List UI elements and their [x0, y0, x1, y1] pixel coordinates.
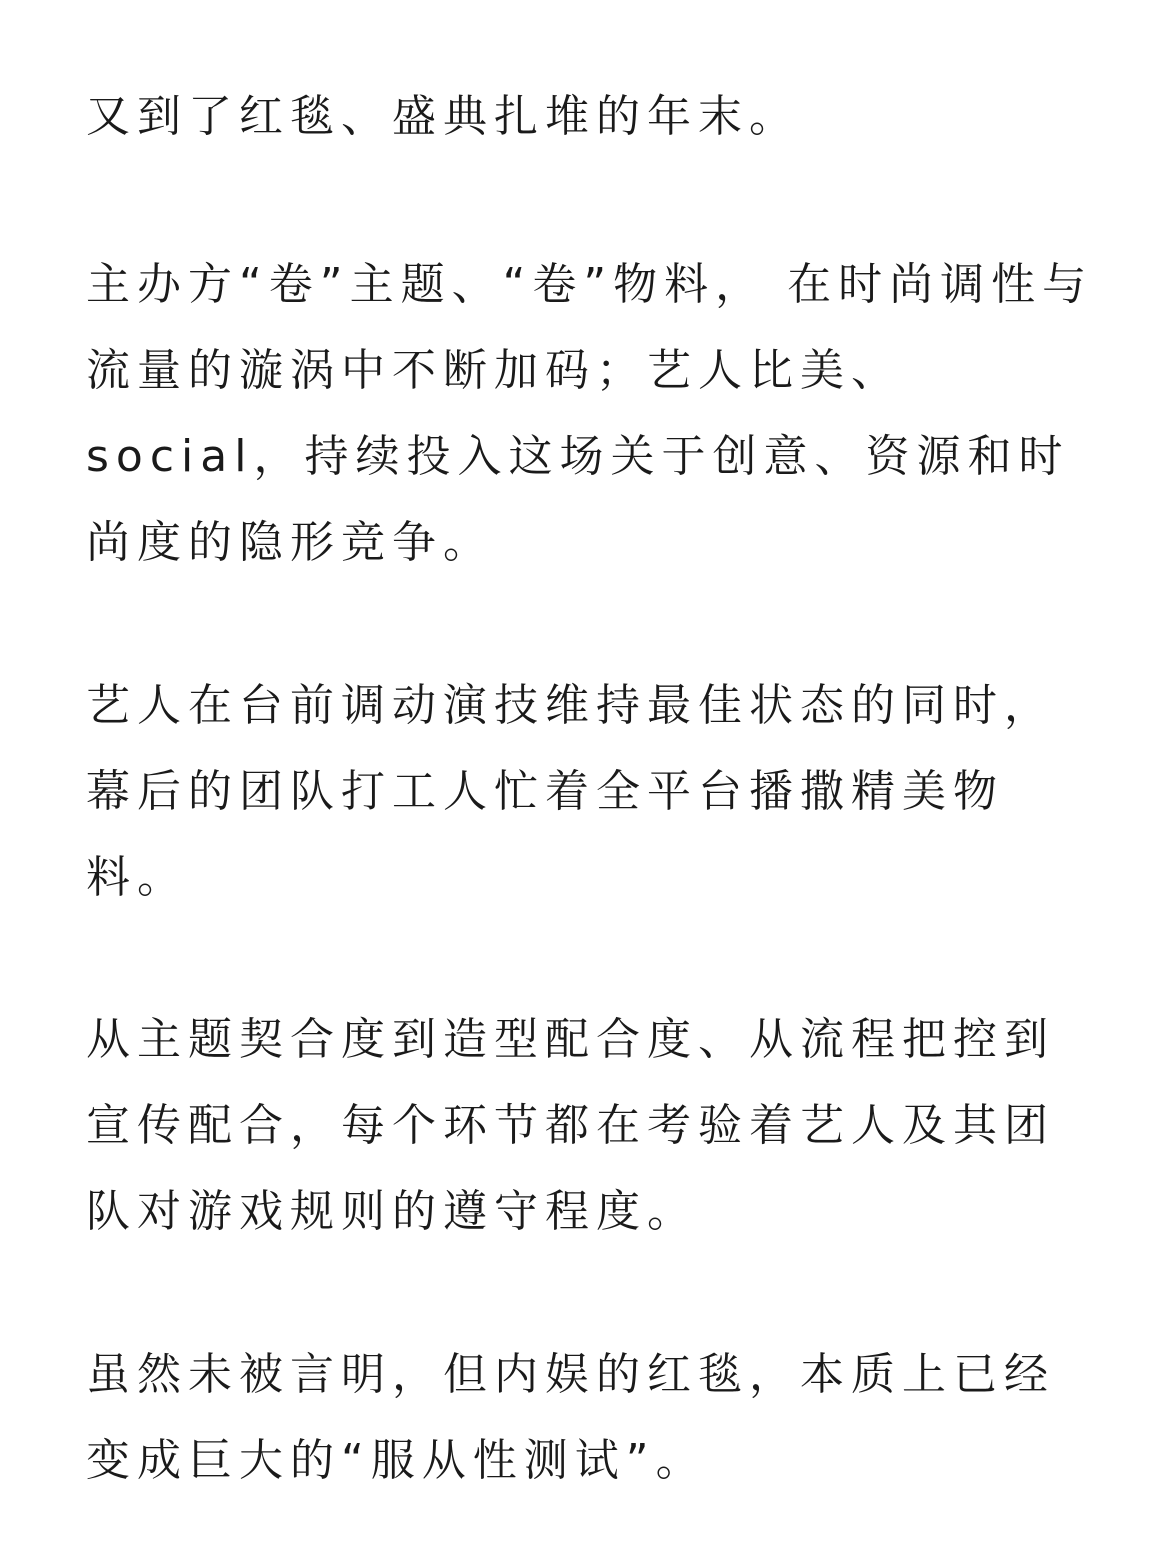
text-line: 变成巨大的“服从性测试”。 [86, 1435, 707, 1486]
text-line: 主办方“卷”主题、“卷”物料， 在时尚调性与 [86, 259, 1094, 310]
text-line: 队对游戏规则的遵守程度。 [86, 1186, 698, 1237]
text-line: 尚度的隐形竞争。 [86, 517, 494, 568]
text-line: social，持续投入这场关于创意、资源和时 [86, 431, 1070, 482]
text-line: 料。 [86, 852, 188, 903]
text-line: 流量的漩涡中不断加码；艺人比美、 [86, 345, 902, 396]
paragraph-compliance [86, 997, 1055, 1255]
paragraph-conclusion [86, 1332, 1055, 1504]
text-line: 艺人在台前调动演技维持最佳状态的同时， [86, 680, 1055, 731]
text-line: 从主题契合度到造型配合度、从流程把控到 [86, 1014, 1055, 1065]
text-line: 宣传配合，每个环节都在考验着艺人及其团 [86, 1100, 1055, 1151]
paragraph-intro [86, 74, 800, 160]
text-line: 虽然未被言明，但内娱的红毯，本质上已经 [86, 1349, 1055, 1400]
text-line: 幕后的团队打工人忙着全平台播撒精美物 [86, 766, 1004, 817]
paragraph-artists-teams [86, 663, 1055, 921]
text-line: 又到了红毯、盛典扎堆的年末。 [86, 91, 800, 142]
paragraph-organizers [86, 242, 1093, 586]
